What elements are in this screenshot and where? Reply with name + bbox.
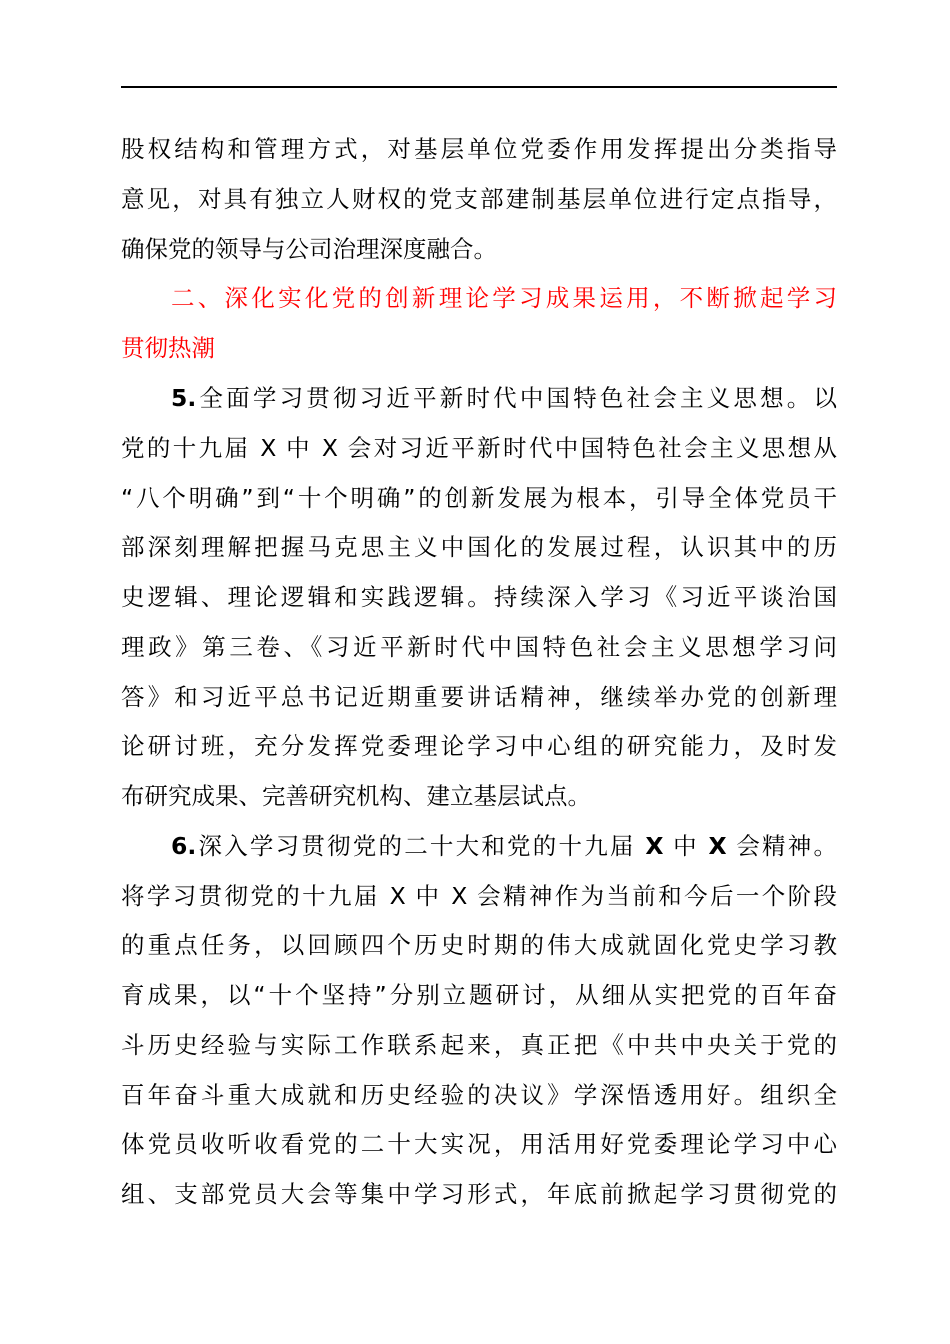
body-line: 股权结构和管理方式，对基层单位党委作用发挥提出分类指导 [121, 135, 837, 163]
body-line: “八个明确”到“十个明确”的创新发展为根本，引导全体党员干 [121, 484, 837, 512]
body-line: 百年奋斗重大成就和历史经验的决议》学深悟透用好。组织全 [121, 1081, 837, 1109]
body-line: 布研究成果、完善研究机构、建立基层试点。 [121, 782, 591, 810]
item-number: 5. [171, 384, 197, 412]
body-line: 意见，对具有独立人财权的党支部建制基层单位进行定点指导， [121, 185, 837, 213]
body-line: 斗历史经验与实际工作联系起来，真正把《中共中央关于党的 [121, 1031, 837, 1059]
body-line: 党的十九届 X 中 X 会对习近平新时代中国特色社会主义思想从 [121, 434, 837, 462]
item-number: 6. [171, 832, 197, 860]
header-rule [121, 86, 837, 88]
body-line: 论研讨班，充分发挥党委理论学习中心组的研究能力，及时发 [121, 732, 837, 760]
body-line: 确保党的领导与公司治理深度融合。 [121, 235, 497, 263]
body-line: 理政》第三卷、《习近平新时代中国特色社会主义思想学习问 [121, 633, 837, 661]
body-line: 将学习贯彻党的十九届 X 中 X 会精神作为当前和今后一个阶段 [121, 882, 837, 910]
body-line: 答》和习近平总书记近期重要讲话精神，继续举办党的创新理 [121, 683, 837, 711]
body-line: 体党员收听收看党的二十大实况，用活用好党委理论学习中心 [121, 1130, 837, 1158]
body-line: 部深刻理解把握马克思主义中国化的发展过程，认识其中的历 [121, 533, 837, 561]
item-6-title: 6.深入学习贯彻党的二十大和党的十九届 X 中 X 会精神。 [171, 832, 837, 860]
item-5-title: 5.全面学习贯彻习近平新时代中国特色社会主义思想。以 [171, 384, 837, 412]
body-line: 的重点任务，以回顾四个历史时期的伟大成就固化党史学习教 [121, 931, 837, 959]
body-line: 育成果，以“十个坚持”分别立题研讨，从细从实把党的百年奋 [121, 981, 837, 1009]
section-heading: 贯彻热潮 [121, 334, 215, 362]
body-line: 组、支部党员大会等集中学习形式，年底前掀起学习贯彻党的 [121, 1180, 837, 1208]
section-heading: 二、深化实化党的创新理论学习成果运用，不断掀起学习 [171, 284, 837, 312]
body-line: 史逻辑、理论逻辑和实践逻辑。持续深入学习《习近平谈治国 [121, 583, 837, 611]
